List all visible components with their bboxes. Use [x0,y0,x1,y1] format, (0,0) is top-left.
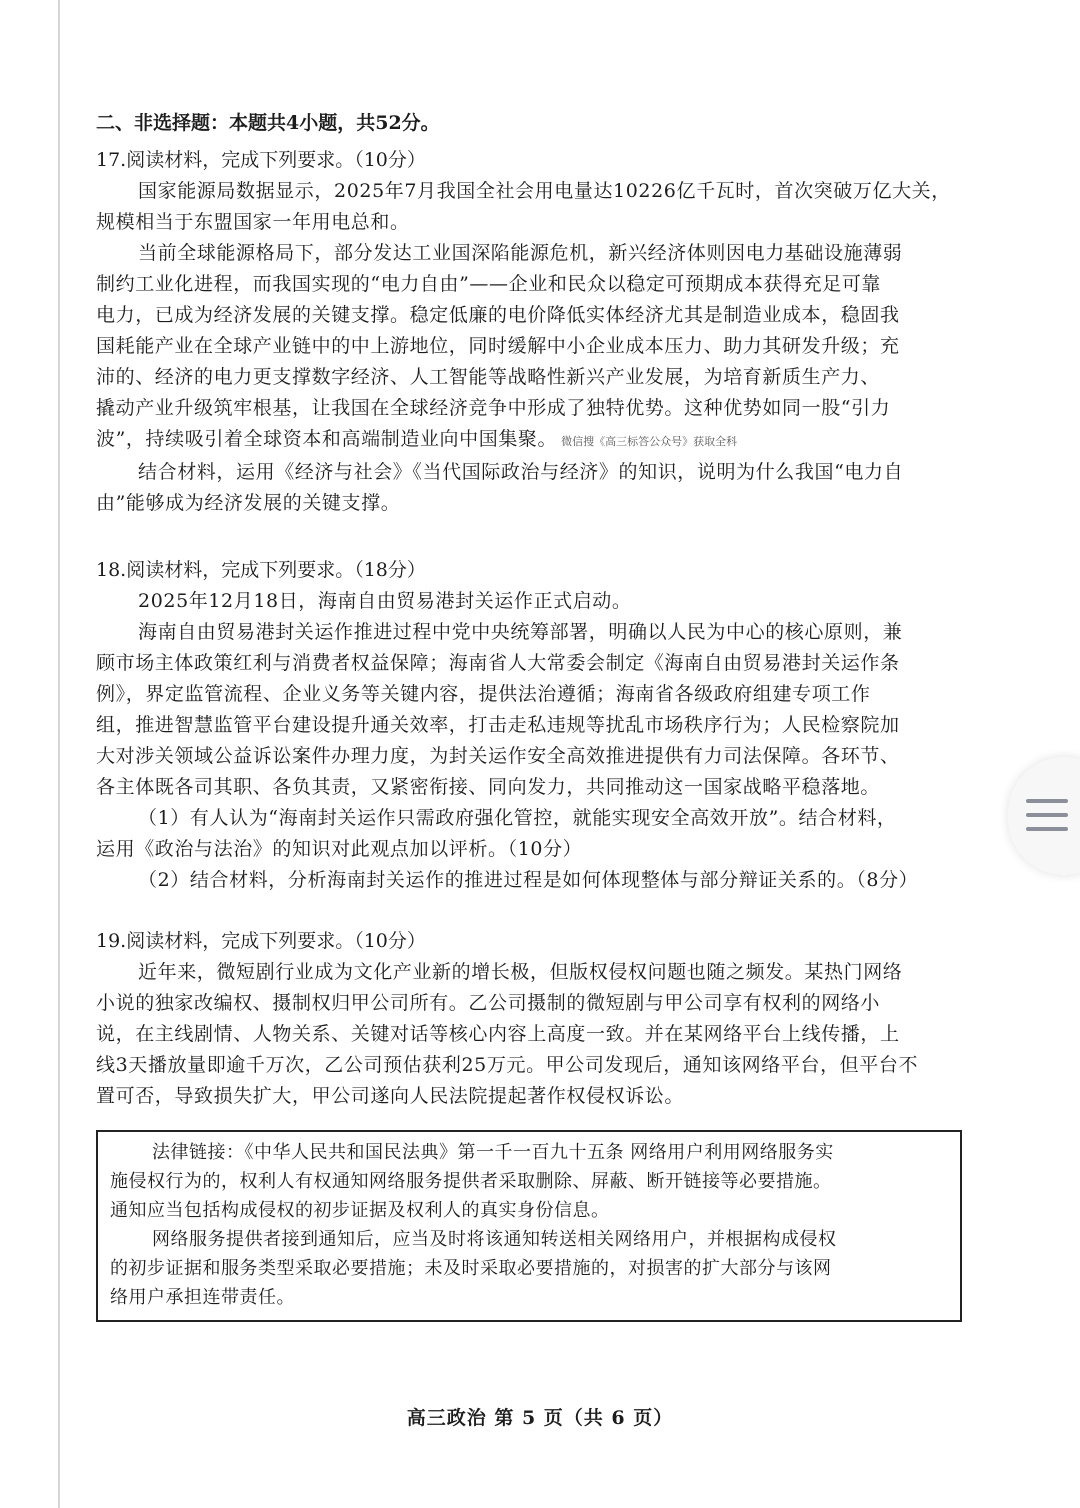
paragraph-line-with-watermark [96,424,962,457]
paragraph-line: 海南自由贸易港封关运作推进过程中党中央统筹部署，明确以人民为中心的核心原则，兼 [138,621,903,643]
subquestion-line: （1）有人认为“海南封关运作只需政府强化管控，就能实现安全高效开放”。结合材料， [138,807,897,829]
paragraph-line: 规模相当于东盟国家一年用电总和。 [96,211,410,233]
question-17-material [96,176,962,457]
law-line: 法律链接：《中华人民共和国民法典》第一千一百九十五条 网络用户利用网络服务实 [152,1142,834,1163]
page-footer: 高三政治 第 5 页（共 6 页） [406,1407,674,1429]
law-line: 施侵权行为的，权利人有权通知网络服务提供者采取删除、屏蔽、断开链接等必要措施。 [110,1171,832,1192]
question-18-date-line: 2025年12月18日，海南自由贸易港封关运作正式启动。 [138,590,632,612]
law-link-box [96,1130,962,1322]
law-line: 通知应当包括构成侵权的初步证据及权利人的真实身份信息。 [110,1200,610,1221]
task-line: 结合材料，运用《经济与社会》《当代国际政治与经济》的知识，说明为什么我国“电力自 [138,461,904,483]
paragraph-line: 例》，界定监管流程、企业义务等关键内容，提供法治遵循；海南省各级政府组建专项工作 [96,683,871,705]
paragraph-line: 线3天播放量即逾千万次，乙公司预估获利25万元。甲公司发现后，通知该网络平台，但平台不 [96,1054,919,1076]
paragraph-line: 顾市场主体政策红利与消费者权益保障；海南省人大常委会制定《海南自由贸易港封关运作条 [96,652,900,674]
subquestion-line: 运用《政治与法治》的知识对此观点加以评析。（10分） [96,838,583,860]
exam-page [96,108,962,1322]
law-line: 网络服务提供者接到通知后，应当及时将该通知转送相关网络用户，并根据构成侵权 [152,1229,837,1250]
watermark-text: 微信搜《高三标答公众号》获取全科 [561,435,738,448]
law-line: 络用户承担连带责任。 [110,1287,295,1308]
paragraph-line: 当前全球能源格局下，部分发达工业国深陷能源危机，新兴经济体则因电力基础设施薄弱 [138,242,903,264]
question-17-task [96,457,962,519]
page-edge-divider [58,0,60,1508]
paragraph-line: 大对涉关领域公益诉讼案件办理力度，为封关运作安全高效推进提供有力司法保障。各环节、 [96,745,900,767]
paragraph-line: 国耗能产业在全球产业链中的中上游地位，同时缓解中小企业成本压力、助力其研发升级；充 [96,335,900,357]
paragraph-line: 组，推进智慧监管平台建设提升通关效率，打击走私违规等扰乱市场秩序行为；人民检察院加 [96,714,900,736]
paragraph-line: 波”，持续吸引着全球资本和高端制造业向中国集聚。 [96,428,558,450]
paragraph-line: 撬动产业升级筑牢根基，让我国在全球经济竞争中形成了独特优势。这种优势如同一股“引力 [96,397,891,419]
floating-menu-button[interactable] [1008,757,1080,875]
paragraph-line: 近年来，微短剧行业成为文化产业新的增长极，但版权侵权问题也随之频发。某热门网络 [138,961,903,983]
question-18-heading: 18.阅读材料，完成下列要求。（18分） [96,559,426,581]
paragraph-line: 各主体既各司其职、各负其责，又紧密衔接、同向发力，共同推动这一国家战略平稳落地。 [96,776,881,798]
hamburger-menu-icon [1026,797,1068,833]
paragraph-line: 说，在主线剧情、人物关系、关键对话等核心内容上高度一致。并在某网络平台上线传播，上 [96,1023,900,1045]
task-line: 由”能够成为经济发展的关键支撑。 [96,492,401,514]
question-19-material [96,957,962,1112]
paragraph-line: 置可否，导致损失扩大，甲公司遂向人民法院提起著作权侵权诉讼。 [96,1085,685,1107]
paragraph-line: 国家能源局数据显示，2025年7月我国全社会用电量达10226亿千瓦时，首次突破万亿大关， [138,180,951,202]
question-19-heading: 19.阅读材料，完成下列要求。（10分） [96,930,426,952]
paragraph-line: 制约工业化进程，而我国实现的“电力自由”——企业和民众以稳定可预期成本获得充足可靠 [96,273,882,295]
law-line: 的初步证据和服务类型采取必要措施；未及时采取必要措施的，对损害的扩大部分与该网 [110,1258,832,1279]
paragraph-line: 沛的、经济的电力更支撑数字经济、人工智能等战略性新兴产业发展，为培育新质生产力、 [96,366,881,388]
question-18-subquestion-2: （2）结合材料，分析海南封关运作的推进过程是如何体现整体与部分辩证关系的。（8分） [138,869,919,891]
paragraph-line: 电力，已成为经济发展的关键支撑。稳定低廉的电价降低实体经济尤其是制造业成本，稳固我 [96,304,900,326]
section-title: 二、非选择题：本题共4小题，共52分。 [96,112,440,134]
paragraph-line: 小说的独家改编权、摄制权归甲公司所有。乙公司摄制的微短剧与甲公司享有权利的网络小 [96,992,881,1014]
question-18-subquestion-1 [96,803,962,865]
question-17-heading: 17.阅读材料，完成下列要求。（10分） [96,149,426,171]
question-18-material [96,617,962,803]
